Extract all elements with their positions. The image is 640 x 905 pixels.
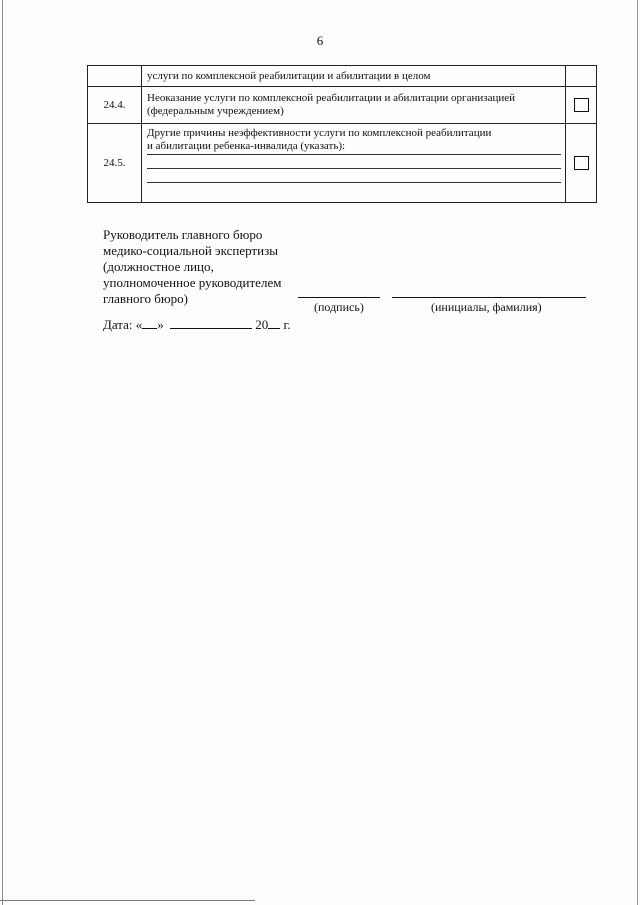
- signatory-line: уполномоченное руководителем: [103, 275, 282, 290]
- signature-caption: (подпись): [314, 300, 364, 314]
- specify-line[interactable]: [147, 155, 561, 169]
- signatory-line: Руководитель главного бюро: [103, 227, 263, 242]
- signatory-line: главного бюро): [103, 291, 188, 306]
- date-close-quote: »: [157, 317, 164, 332]
- row-text: Неоказание услуги по комплексной реабилитации и абилитации организацией: [147, 92, 515, 104]
- date-year-blank[interactable]: [268, 316, 280, 329]
- table-row: [88, 66, 597, 87]
- table-row: [88, 124, 597, 203]
- name-line[interactable]: [392, 297, 586, 298]
- signatory-line: (должностное лицо,: [103, 259, 214, 274]
- row-number-cell: 24.5.: [88, 124, 142, 203]
- services-table: [87, 65, 597, 203]
- name-caption: (инициалы, фамилия): [431, 300, 542, 314]
- checkbox-cell: [566, 66, 597, 87]
- row-text: Другие причины неэффективности услуги по комплексной реабилитации: [147, 127, 492, 139]
- checkbox-24-5[interactable]: [574, 156, 589, 170]
- row-number-cell: [88, 66, 142, 87]
- checkbox-cell: [566, 124, 597, 203]
- table-row: [88, 87, 597, 124]
- row-text: услуги по комплексной реабилитации и абилитации в целом: [147, 69, 431, 82]
- row-text: и абилитации ребенка-инвалида (указать):: [147, 140, 346, 152]
- checkbox-cell: [566, 87, 597, 124]
- signature-line[interactable]: [298, 297, 380, 298]
- row-text-cell: [142, 87, 566, 124]
- specify-line[interactable]: [147, 169, 561, 183]
- signatory-line: медико-социальной экспертизы: [103, 243, 278, 258]
- date-label: Дата: «: [103, 317, 143, 332]
- page-bottom-edge: [0, 900, 255, 901]
- checkbox-24-4[interactable]: [574, 98, 589, 112]
- page-left-edge: [2, 0, 3, 905]
- date-year-suffix: г.: [283, 317, 291, 332]
- row-text: (федеральным учреждением): [147, 105, 284, 117]
- row-number-cell: 24.4.: [88, 87, 142, 124]
- date-row: [103, 316, 291, 333]
- date-year-prefix: 20: [255, 317, 269, 332]
- page-right-edge: [637, 0, 638, 905]
- date-month-blank[interactable]: [170, 316, 252, 329]
- signatory-title: [103, 227, 281, 307]
- row-text-cell: [142, 124, 566, 203]
- date-day-blank[interactable]: [142, 316, 157, 329]
- page-number: 6: [316, 33, 324, 48]
- row-text-cell: [142, 66, 566, 87]
